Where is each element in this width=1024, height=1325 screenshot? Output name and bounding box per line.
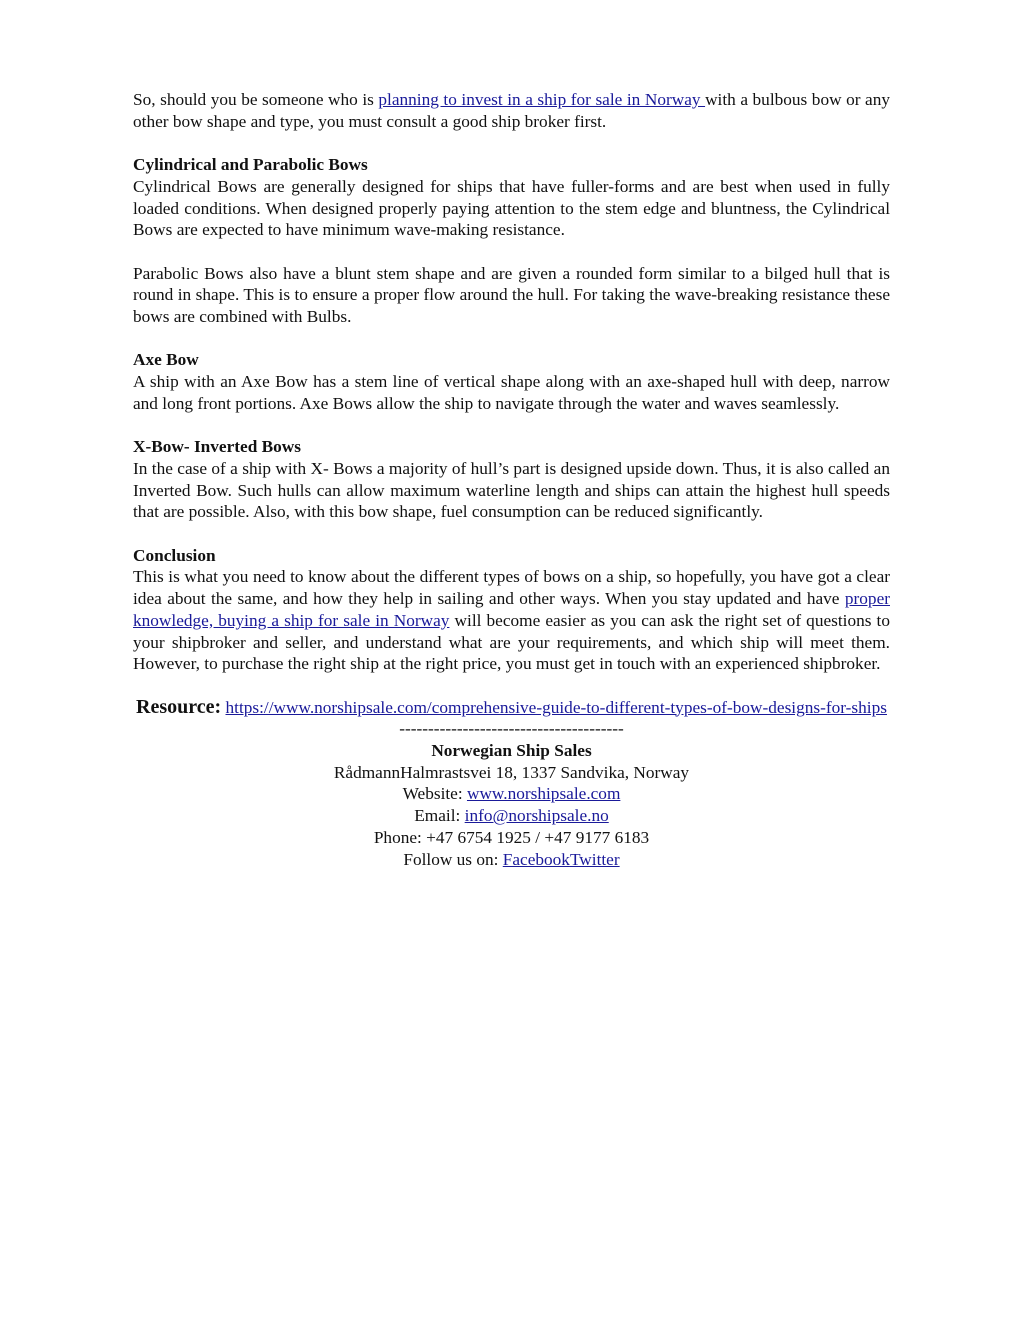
follow-line [133,849,890,871]
resource-line [133,697,890,719]
axe-bow-heading: Axe Bow [133,350,199,370]
conclusion-paragraph [133,566,890,675]
company-address: RådmannHalmrastsvei 18, 1337 Sandvika, Norway [333,762,690,782]
spacer [133,675,890,697]
x-bow-heading: X-Bow- Inverted Bows [133,437,302,457]
spacer [133,415,890,437]
conclusion-text-before: This is what you need to know about the different types of bows on a ship, so hopefully, you have got a clear idea about the same, and how they help in sailing and other ways. When you stay updated and have [133,567,890,609]
x-bow-paragraph: In the case of a ship with X- Bows a majority of hull’s part is designed upside down. Thus, it is also called an Inverted Bow. Such hulls can allow maximum waterline length and ships can attain the highest hull speeds that are possible. Also, with this bow shape, fuel consumption can be reduced significantly. [133,458,890,522]
website-link[interactable]: www.norshipsale.com [466,784,621,804]
parabolic-paragraph: Parabolic Bows also have a blunt stem shape and are given a rounded form similar to a bilged hull that is round in shape. This is to ensure a proper flow around the hull. For taking the wave-breaking resistance these bows are combined with Bulbs. [133,263,890,326]
facebook-link[interactable]: Facebook [502,849,570,869]
conclusion-heading: Conclusion [133,545,216,565]
footer-divider: --------------------------------------- [399,719,624,739]
website-line [133,783,890,805]
cylindrical-heading: Cylindrical and Parabolic Bows [133,155,368,175]
axe-bow-paragraph: A ship with an Axe Bow has a stem line of vertical shape along with an axe-shaped hull with deep, narrow and long front portions. Axe Bows allow the ship to navigate through the water and waves seamlessly. [133,372,890,413]
conclusion-text-after: will become easier as you can ask the right set of questions to your shipbroker and seller, and understand what are your requirements, and which ship will meet them. However, to purchase the right ship at the right price, you must get in touch with an experienced shipbroker. [133,610,891,674]
intro-paragraph [133,89,890,132]
spacer [133,132,890,154]
cylindrical-paragraph: Cylindrical Bows are generally designed for ships that have fuller-forms and are best when used in fully loaded conditions. When designed properly paying attention to the stem edge and bluntness, the Cylindrical Bows are expected to have minimum wave-making resistance. [133,176,890,240]
phone-line: Phone: +47 6754 1925 / +47 9177 6183 [373,827,650,847]
company-name: Norwegian Ship Sales [431,741,592,760]
follow-label: Follow us on: [403,849,503,869]
proper-knowledge-link[interactable]: proper knowledge, buying a ship for sale in Norway [133,589,890,630]
intro-text-before: So, should you be someone who is [133,90,379,109]
website-label: Website: [402,784,467,804]
email-link[interactable]: info@norshipsale.no [464,806,609,826]
email-label: Email: [414,806,465,826]
spacer [133,328,890,350]
ship-for-sale-link[interactable]: planning to invest in a ship for sale in Norway [378,90,706,109]
spacer [133,241,890,263]
document-page [133,89,890,870]
twitter-link[interactable]: Twitter [569,849,620,869]
resource-url-link[interactable]: https://www.norshipsale.com/comprehensive-guide-to-different-types-of-bow-designs-for-ships [225,697,887,717]
email-line [133,805,890,827]
resource-label: Resource: [136,695,222,718]
spacer [133,523,890,545]
intro-text-after: with a bulbous bow or any other bow shape and type, you must consult a good ship broker first. [133,90,890,131]
